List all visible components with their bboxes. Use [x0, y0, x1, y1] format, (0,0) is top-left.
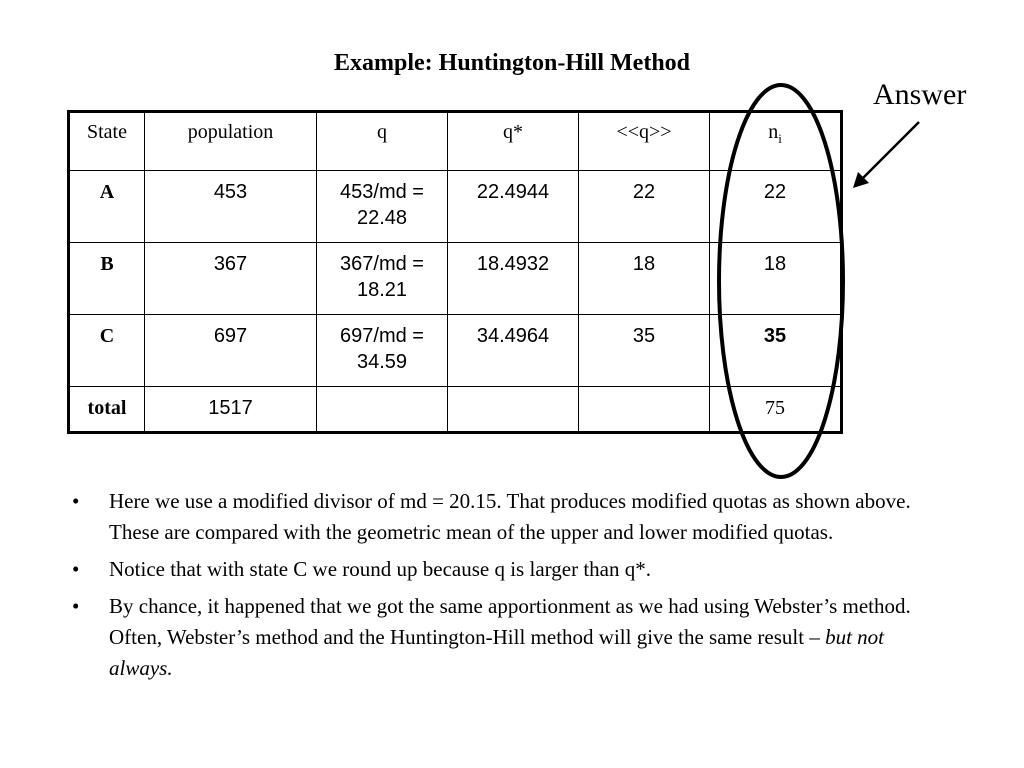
empty-cell [448, 387, 579, 433]
table-row-state-c [69, 315, 842, 387]
q-formula: 697/md = [340, 325, 424, 347]
q-value: 22.48 [356, 207, 408, 229]
rounded-q-cell: 18 [579, 243, 710, 315]
empty-cell [579, 387, 710, 433]
slide-title: Example: Huntington-Hill Method [333, 50, 691, 76]
header-q-star: q* [448, 112, 579, 171]
total-label-cell: total [69, 387, 145, 433]
answer-label: Answer [873, 78, 967, 111]
header-q: q [317, 112, 448, 171]
q-formula: 367/md = [340, 253, 424, 275]
bullet-mark: • [72, 594, 80, 618]
q-cell [317, 315, 448, 387]
state-cell: B [69, 243, 145, 315]
bullet-list [72, 486, 932, 690]
table-header-row [69, 112, 842, 171]
bullet-text-italic: but not always. [109, 625, 884, 680]
header-ni [710, 112, 842, 171]
state-cell: A [69, 171, 145, 243]
q-value: 34.59 [356, 351, 408, 373]
population-cell: 697 [145, 315, 317, 387]
bullet-text: Here we use a modified divisor of md = 20.15. That produces modified quotas as shown above. These are compared with the geometric mean of the upper and lower modified quotas. [109, 489, 911, 544]
table-row-state-b [69, 243, 842, 315]
population-cell: 367 [145, 243, 317, 315]
total-population-cell: 1517 [145, 387, 317, 433]
bullet-mark: • [72, 489, 80, 513]
bullet-item [72, 486, 932, 548]
table-row-total [69, 387, 842, 433]
empty-cell [317, 387, 448, 433]
header-ni-subscript: i [778, 131, 782, 146]
q-star-cell: 34.4964 [448, 315, 579, 387]
apportionment-table [67, 110, 843, 434]
header-population: population [145, 112, 317, 171]
ni-cell: 35 [710, 315, 842, 387]
ni-cell: 18 [710, 243, 842, 315]
bullet-text: By chance, it happened that we got the same apportionment as we had using Webster’s method. Often, Webster’s method and the Huntington-Hill method will give the same result – [109, 594, 911, 649]
arrow-icon [853, 122, 919, 188]
q-star-cell: 22.4944 [448, 171, 579, 243]
ni-cell: 22 [710, 171, 842, 243]
bullet-mark: • [72, 557, 80, 581]
state-cell: C [69, 315, 145, 387]
bullet-item [72, 554, 932, 585]
total-ni-cell: 75 [710, 387, 842, 433]
bullet-text: Notice that with state C we round up because q is larger than q*. [109, 557, 651, 581]
q-cell [317, 171, 448, 243]
q-value: 18.21 [356, 279, 408, 301]
header-state: State [69, 112, 145, 171]
header-rounded-q: <<q>> [579, 112, 710, 171]
table-row-state-a [69, 171, 842, 243]
q-formula: 453/md = [340, 181, 424, 203]
population-cell: 453 [145, 171, 317, 243]
rounded-q-cell: 35 [579, 315, 710, 387]
bullet-item [72, 591, 932, 684]
q-cell [317, 243, 448, 315]
rounded-q-cell: 22 [579, 171, 710, 243]
q-star-cell: 18.4932 [448, 243, 579, 315]
header-ni-main: n [768, 121, 779, 143]
